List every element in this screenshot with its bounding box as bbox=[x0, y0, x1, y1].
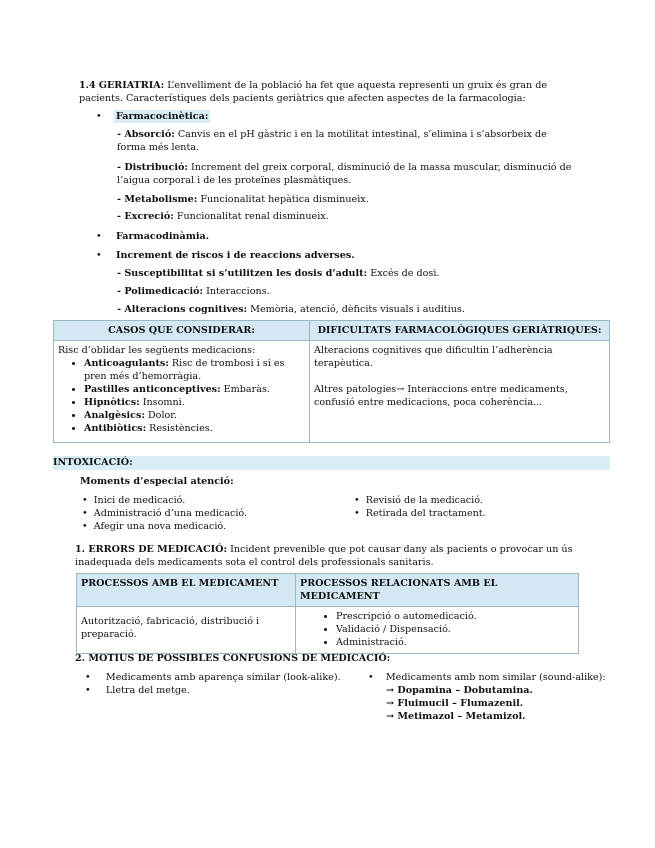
motius-left-list bbox=[85, 671, 341, 697]
intoxicacio-title: INTOXICACIÓ: bbox=[53, 457, 133, 468]
list-item: • Inici de medicació. bbox=[82, 495, 186, 506]
list-item-term: Hipnòtics: bbox=[84, 397, 140, 408]
list-item-text: Embaràs. bbox=[220, 384, 270, 395]
list-item-text: Medicaments amb nom similar (sound-alike): bbox=[385, 672, 606, 683]
list-item: • Retirada del tractament. bbox=[354, 508, 486, 519]
absorcio-term: - Absorció: bbox=[117, 129, 175, 140]
list-item: • Revisió de la medicació. bbox=[354, 495, 483, 506]
list-item: • Administració d’una medicació. bbox=[82, 508, 248, 519]
list-item bbox=[84, 422, 305, 435]
farmacodinamia-label bbox=[116, 230, 209, 243]
table-header: PROCESSOS RELACIONATS AMB EL MEDICAMENT bbox=[296, 574, 579, 607]
polimedicacio-term: - Polimedicació: bbox=[117, 286, 204, 297]
motius-title-text: 2. MOTIUS DE POSSIBLES CONFUSIONS DE MEDICACIÓ: bbox=[75, 653, 391, 664]
absorcio-text: Canvis en el pH gàstric i en la motilitat intestinal, s’elimina i s’absorbeix de forma més lenta. bbox=[117, 129, 547, 153]
motius-right-list bbox=[368, 671, 606, 723]
moments-label bbox=[80, 475, 234, 488]
arrow-item bbox=[368, 710, 606, 723]
motius-title bbox=[75, 652, 390, 665]
bullet-icon: • bbox=[96, 231, 102, 242]
distribucio-text: Increment del greix corporal, disminució de la massa muscular, disminució de l’aigua corporal i de les proteïnes plasmàtiques. bbox=[117, 162, 572, 186]
arrow-item-text: → Fluimucil – Flumazenil. bbox=[386, 698, 524, 709]
list-item-text: Revisió de la medicació. bbox=[365, 495, 483, 506]
processos-table bbox=[76, 573, 579, 654]
errors-text: Incident prevenible que pot causar dany als pacients o provocar un ús inadequada dels medicaments sota el control dels professionals sanitaris. bbox=[75, 544, 573, 568]
list-item-text: Lletra del metge. bbox=[105, 685, 190, 696]
alteracions-text: Memòria, atenció, dèficits visuals i auditius. bbox=[247, 304, 465, 315]
casos-list bbox=[58, 357, 305, 435]
farmacocinetica-label bbox=[114, 110, 210, 123]
moments-label-text: Moments d’especial atenció: bbox=[80, 476, 234, 487]
list-item: • Medicaments amb nom similar (sound-alike): bbox=[368, 672, 606, 683]
metabolisme-term: - Metabolisme: bbox=[117, 194, 198, 205]
intoxicacio-heading bbox=[53, 456, 610, 470]
table-header: DIFICULTATS FARMACOLÒGIQUES GERIÀTRIQUES: bbox=[310, 321, 610, 341]
susceptibilitat-item bbox=[117, 267, 439, 280]
geriatria-intro-text: L’envelliment de la població ha fet que aquesta representi un gruix és gran de pacients. Característiques dels pacients geriàtrics que afecten aspectes de la farmacologia: bbox=[79, 80, 548, 104]
metabolisme-item bbox=[117, 193, 369, 206]
metabolisme-text: Funcionalitat hepàtica disminueix. bbox=[197, 194, 369, 205]
errors-paragraph bbox=[75, 543, 575, 569]
farmacodinamia-text: Farmacodinàmia. bbox=[116, 231, 210, 242]
processos-list bbox=[300, 610, 574, 649]
list-item-text: Inici de medicació. bbox=[93, 495, 186, 506]
excrecio-text: Funcionalitat renal disminueix. bbox=[173, 211, 329, 222]
list-item-term: Analgèsics: bbox=[84, 410, 145, 421]
farmacocinetica-text: Farmacocinètica: bbox=[116, 111, 209, 122]
section-title: GERIATRIA: bbox=[98, 80, 165, 91]
dificultats-cell bbox=[310, 341, 610, 443]
excrecio-item bbox=[117, 210, 329, 223]
bullet-icon: • bbox=[96, 250, 102, 261]
moments-right-list bbox=[354, 494, 486, 520]
section-number: 1.4 bbox=[79, 80, 96, 91]
list-item-text: Afegir una nova medicació. bbox=[93, 521, 227, 532]
susceptibilitat-text: Excés de dosi. bbox=[367, 268, 440, 279]
arrow-item-text: → Metimazol – Metamizol. bbox=[386, 711, 526, 722]
list-item-text: Resistències. bbox=[146, 423, 213, 434]
list-item bbox=[84, 409, 305, 422]
casos-cell bbox=[54, 341, 310, 443]
excrecio-term: - Excreció: bbox=[117, 211, 174, 222]
list-item bbox=[84, 357, 305, 383]
table-header: PROCESSOS AMB EL MEDICAMENT bbox=[77, 574, 296, 607]
list-item-term: Antibiòtics: bbox=[84, 423, 147, 434]
processos-left-cell bbox=[77, 607, 296, 654]
casos-intro: Risc d’oblidar les següents medicacions: bbox=[58, 345, 256, 356]
list-item bbox=[84, 396, 305, 409]
list-item: • Medicaments amb aparença similar (look-alike). bbox=[85, 672, 341, 683]
susceptibilitat-term: - Susceptibilitat si s’utilitzen les dosis d’adult: bbox=[117, 268, 368, 279]
arrow-item bbox=[368, 684, 606, 697]
list-item-text: Administració d’una medicació. bbox=[93, 508, 248, 519]
distribucio-item bbox=[117, 161, 582, 187]
list-item-text: Retirada del tractament. bbox=[365, 508, 486, 519]
processos-right-cell bbox=[296, 607, 579, 654]
alteracions-item bbox=[117, 303, 465, 316]
list-item-term: Anticoagulants: bbox=[84, 358, 169, 369]
riscos-label bbox=[116, 249, 355, 262]
list-item: • Administració. bbox=[336, 636, 574, 649]
list-item: • Validació / Dispensació. bbox=[336, 623, 574, 636]
processos-left-text: Autorització, fabricació, distribució i preparació. bbox=[81, 616, 260, 640]
geriatria-intro bbox=[79, 79, 559, 105]
list-item-text: Insomni. bbox=[139, 397, 185, 408]
riscos-text: Increment de riscos i de reaccions adverses. bbox=[116, 250, 355, 261]
list-item-text: Dolor. bbox=[144, 410, 177, 421]
arrow-item-text: → Dopamina – Dobutamina. bbox=[386, 685, 533, 696]
errors-title: 1. ERRORS DE MEDICACIÓ: bbox=[75, 544, 228, 555]
list-item-text: Risc de trombosi i si es pren més d’hemorràgia. bbox=[84, 358, 285, 382]
distribucio-term: - Distribució: bbox=[117, 162, 188, 173]
list-item: • Afegir una nova medicació. bbox=[82, 521, 227, 532]
alteracions-term: - Alteracions cognitives: bbox=[117, 304, 248, 315]
polimedicacio-text: Interaccions. bbox=[203, 286, 270, 297]
arrow-item bbox=[368, 697, 606, 710]
moments-left-list bbox=[82, 494, 247, 533]
dificultats-p2: Altres patologies→ Interaccions entre medicaments, confusió entre medicacions, poca coherència... bbox=[314, 384, 568, 408]
list-item-term: Pastilles anticonceptives: bbox=[84, 384, 221, 395]
table-header: CASOS QUE CONSIDERAR: bbox=[54, 321, 310, 341]
absorcio-item bbox=[117, 128, 567, 154]
polimedicacio-item bbox=[117, 285, 270, 298]
bullet-icon: • bbox=[96, 111, 102, 122]
dificultats-p1: Alteracions cognitives que dificultin l’adherència terapèutica. bbox=[314, 345, 553, 369]
list-item-text: Medicaments amb aparença similar (look-alike). bbox=[105, 672, 341, 683]
list-item: • Prescripció o automedicació. bbox=[336, 610, 574, 623]
geriatric-table bbox=[53, 320, 610, 443]
list-item: • Lletra del metge. bbox=[85, 685, 190, 696]
list-item bbox=[84, 383, 305, 396]
